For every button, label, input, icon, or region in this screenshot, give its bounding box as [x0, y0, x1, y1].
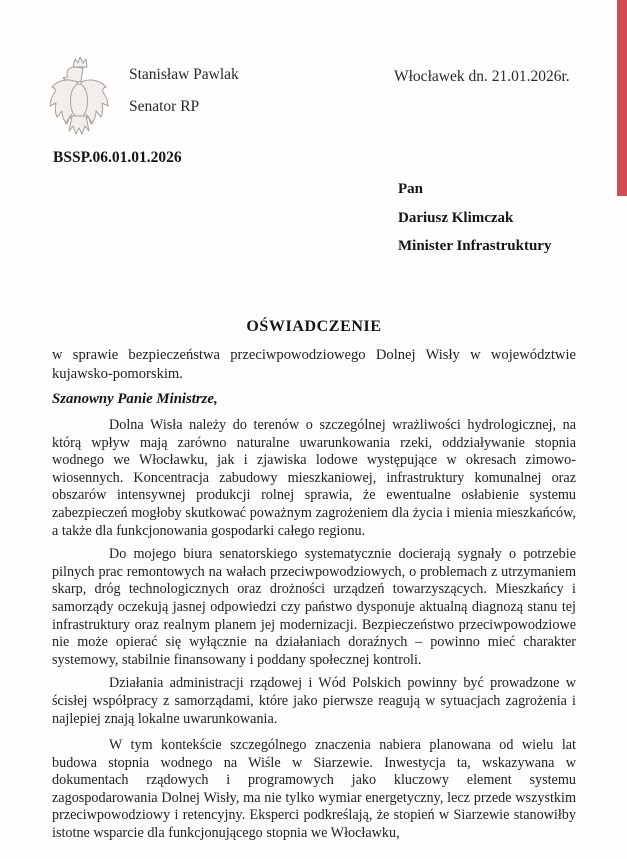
sender-title: Senator RP — [129, 98, 200, 115]
sender-name: Stanisław Pawlak — [129, 66, 239, 83]
statement-paragraph: Działania administracji rządowej i Wód Polskich powinny być prowadzone w ścisłej współpracy z samorządami, które jako pierwsze reagują w sytuacjach zagrożenia i najlepiej znają lokalne uwarunkowania. — [52, 675, 576, 727]
statement-title: OŚWIADCZENIE — [246, 318, 382, 335]
recipient-position: Minister Infrastruktury — [398, 238, 552, 254]
statement-paragraph: Do mojego biura senatorskiego systematycznie docierają sygnały o potrzebie pilnych prac remontowych na wałach przeciwpowodziowych, o problemach z utrzymaniem skarp, dróg technologicznych oraz drożności urządzeń towarzyszących. Mieszkańcy i samorządy oczekują jasnej odpowiedzi czy państwo dysponuje aktualną diagnozą stanu tej infrastruktury oraz realnym planem jej modernizacji. Bezpieczeństwo przeciwpowodziowe nie może opierać się wyłącznie na działaniach doraźnych – powinno mieć charakter systemowy, stabilnie finansowany i poddany społecznej kontroli. — [52, 546, 576, 668]
recipient-name: Dariusz Klimczak — [398, 209, 514, 226]
statement-paragraph: Dolna Wisła należy do terenów o szczególnej wrażliwości hydrologicznej, na którą wpływ mają zarówno naturalne uwarunkowania rzeki, oddziaływanie stopnia wodnego we Włocławku, jak i zjawiska lodowe występujące w okresach zimowo-wiosennych. Koncentracja zabudowy mieszkaniowej, infrastruktury komunalnej oraz obszarów intensywnej produkcji rolnej sprawia, że ewentualne osłabienie systemu zabezpieczeń mogłoby skutkować poważnym zagrożeniem dla życia i mienia mieszkańców, a także dla funkcjonowania gospodarki całego regionu. — [52, 417, 576, 539]
statement-subject: w sprawie bezpieczeństwa przeciwpowodziowego Dolnej Wisły w województwie kujawsko-pomorskim. — [52, 347, 576, 382]
statement-greeting: Szanowny Panie Ministrze, — [52, 391, 218, 407]
recipient-honorific: Pan — [398, 181, 424, 197]
place-and-date: Włocławek dn. 21.01.2026r. — [394, 68, 570, 85]
scan-edge-red-bar — [617, 0, 627, 196]
statement-body — [52, 417, 576, 849]
recipient-block — [398, 181, 551, 267]
reference-number: BSSP.06.01.01.2026 — [53, 149, 182, 166]
polish-eagle-emblem — [46, 54, 112, 136]
statement-paragraph: W tym kontekście szczególnego znaczenia nabiera planowana od wielu lat budowa stopnia wodnego na Wiśle w Siarzewie. Inwestycja ta, wskazywana w dokumentach rządowych i programowych jako kluczowy element systemu zagospodarowania Dolnej Wisły, ma nie tylko wymiar energetyczny, lecz przede wszystkim przeciwpowodziowy i retencyjny. Eksperci podkreślają, że stopień w Siarzewie stanowiłby istotne wsparcie dla funkcjonującego stopnia we Włocławku, — [52, 737, 576, 842]
